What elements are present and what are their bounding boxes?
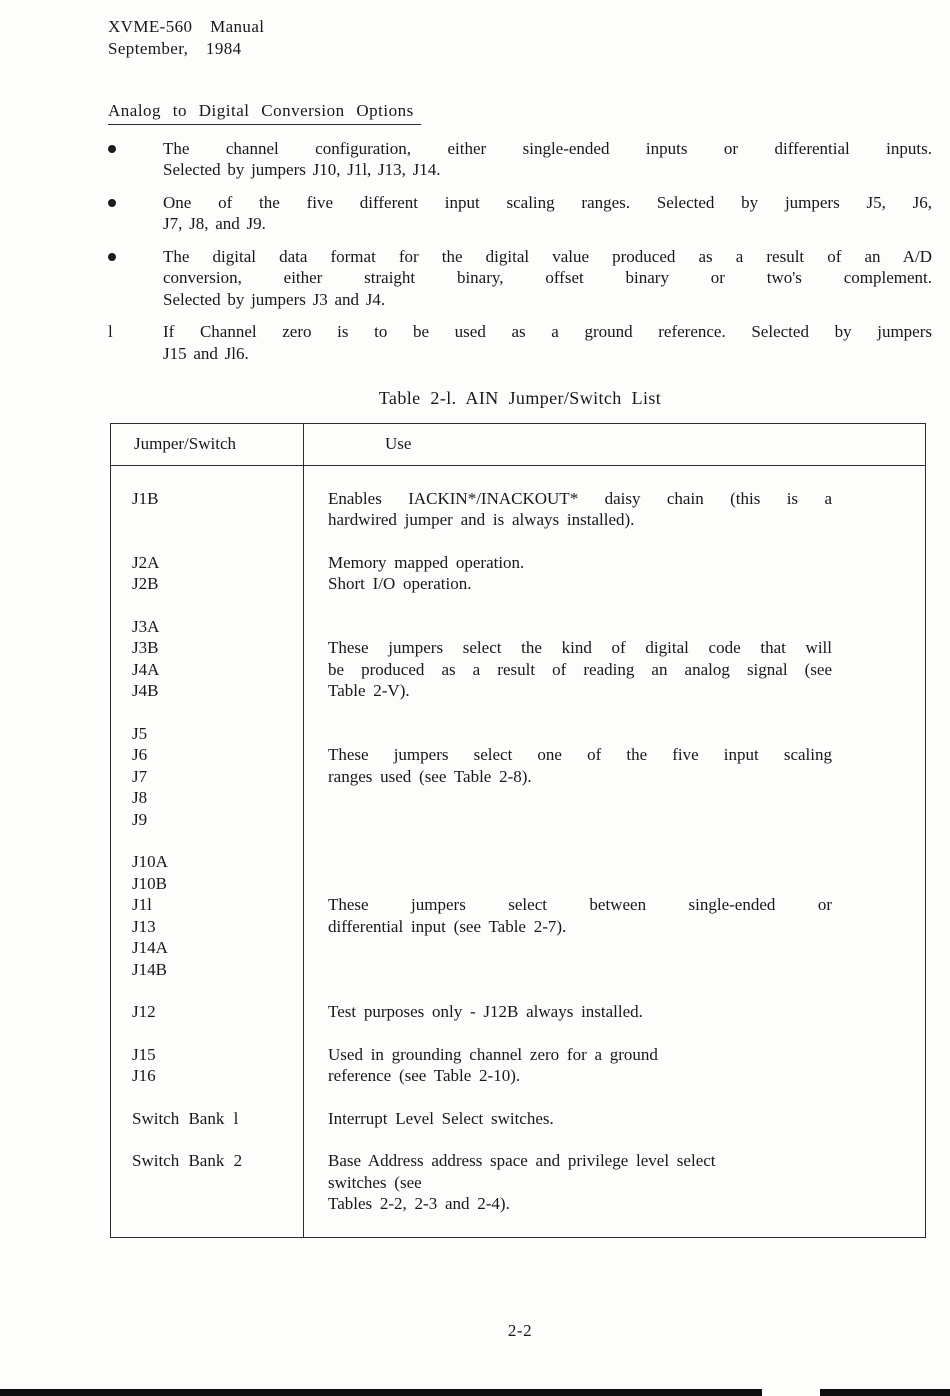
jumper-label: J12 [132, 1002, 156, 1021]
jumper-label: J1B [132, 488, 159, 508]
bullet-line: Selected by jumpers J3 and J4. [163, 289, 386, 309]
use-line: These jumpers select the kind of digital code that will [328, 638, 832, 657]
use-line: reference (see Table 2-10). [328, 1066, 521, 1085]
table-row [111, 1150, 925, 1215]
table-row [111, 552, 925, 595]
use-cell [303, 1108, 925, 1130]
jumper-label: J14A [132, 938, 168, 957]
jumper-label: J14B [132, 959, 167, 979]
use-cell [303, 1150, 925, 1215]
jumper-label: J10A [132, 852, 168, 871]
jumper-label: J15 [132, 1044, 156, 1064]
jumper-label: Switch Bank 2 [132, 1151, 243, 1170]
doc-header [108, 16, 932, 59]
bullet-line: J15 and Jl6. [163, 343, 249, 363]
jumper-switch-table [110, 423, 926, 1238]
jumper-label: J2B [132, 574, 159, 593]
table-header-row [111, 424, 925, 466]
use-line: ranges used (see Table 2-8). [328, 766, 532, 786]
use-cell [303, 552, 925, 595]
bullet-item [108, 246, 932, 311]
jumper-cell [111, 1044, 303, 1087]
use-line: switches (see [328, 1172, 422, 1192]
doc-date: September, 1984 [108, 38, 242, 58]
bullet-text [163, 246, 932, 311]
use-line: Base Address address space and privilege level select [328, 1151, 716, 1170]
table-row [111, 1108, 925, 1130]
jumper-label: J13 [132, 916, 156, 936]
scan-artifact-bar [0, 1389, 950, 1396]
use-line: These jumpers select one of the five input scaling [328, 745, 832, 764]
use-line: hardwired jumper and is always installed). [328, 510, 635, 529]
jumper-label: J8 [132, 788, 148, 807]
column-divider [303, 424, 304, 1237]
bullet-marker: l [108, 322, 113, 341]
jumper-cell [111, 1108, 303, 1130]
jumper-label: J1l [132, 895, 152, 914]
bullet-line: J7, J8, and J9. [163, 214, 266, 233]
use-line: Used in grounding channel zero for a ground [328, 1044, 658, 1064]
table-body [111, 466, 925, 1237]
bullet-icon [108, 253, 116, 261]
jumper-label: Switch Bank l [132, 1108, 239, 1128]
column-header-jumper-switch: Jumper/Switch [134, 434, 236, 454]
bullet-item [108, 138, 932, 181]
bullet-line: If Channel zero is to be used as a ground reference. Selected by jumpers [163, 322, 932, 341]
use-line: Test purposes only - J12B always installed. [328, 1002, 643, 1021]
use-line: Enables IACKIN*/INACKOUT* daisy chain (this is a [328, 488, 832, 508]
table-row [111, 488, 925, 531]
bullet-line: conversion, either straight binary, offset binary or two's complement. [163, 268, 932, 287]
column-header-use: Use [385, 434, 412, 454]
bullet-line: The digital data format for the digital value produced as a result of an A/D [163, 246, 932, 266]
table-row [111, 1001, 925, 1023]
use-cell [303, 723, 925, 831]
use-line: Table 2-V). [328, 681, 410, 700]
bullet-item [108, 321, 932, 364]
bullet-marker [108, 192, 163, 235]
bullet-list [108, 138, 932, 365]
bullet-line: Selected by jumpers J10, J1l, J13, J14. [163, 160, 441, 179]
jumper-label: J9 [132, 809, 148, 829]
use-cell [303, 488, 925, 531]
jumper-label: J6 [132, 745, 148, 764]
bullet-marker [108, 246, 163, 311]
table-title: Table 2-l. AIN Jumper/Switch List [378, 388, 662, 408]
section-heading-wrap [108, 100, 932, 125]
use-line: differential input (see Table 2-7). [328, 916, 567, 936]
jumper-cell [111, 1001, 303, 1023]
jumper-label: J10B [132, 873, 167, 893]
bullet-line: The channel configuration, either single-ended inputs or differential inputs. [163, 138, 932, 158]
bullet-icon [108, 199, 116, 207]
jumper-label: J4B [132, 681, 159, 700]
use-cell [303, 616, 925, 702]
jumper-label: J3B [132, 638, 159, 657]
jumper-label: J3A [132, 616, 160, 636]
use-line: Short I/O operation. [328, 574, 472, 593]
use-line: Interrupt Level Select switches. [328, 1108, 554, 1128]
jumper-cell [111, 616, 303, 702]
page-number: 2-2 [507, 1320, 533, 1340]
jumper-cell [111, 851, 303, 980]
table-row [111, 616, 925, 702]
jumper-label: J5 [132, 723, 148, 743]
bullet-text [163, 321, 932, 364]
bullet-text [163, 138, 932, 181]
jumper-cell [111, 1150, 303, 1215]
jumper-label: J2A [132, 552, 160, 572]
table-row [111, 1044, 925, 1087]
section-heading: Analog to Digital Conversion Options [108, 100, 421, 125]
bullet-icon [108, 145, 116, 153]
jumper-cell [111, 723, 303, 831]
use-cell [303, 1044, 925, 1087]
use-cell [303, 851, 925, 980]
jumper-label: J16 [132, 1066, 156, 1085]
jumper-label: J4A [132, 659, 160, 679]
doc-title: XVME-560 Manual [108, 17, 265, 36]
bullet-text [163, 192, 932, 235]
use-line: These jumpers select between single-ended or [328, 895, 832, 914]
use-line: Tables 2-2, 2-3 and 2-4). [328, 1194, 510, 1213]
jumper-cell [111, 552, 303, 595]
jumper-cell [111, 488, 303, 531]
table-row [111, 723, 925, 831]
jumper-label: J7 [132, 766, 148, 786]
bullet-line: One of the five different input scaling ranges. Selected by jumpers J5, J6, [163, 192, 932, 212]
use-line: Memory mapped operation. [328, 552, 525, 572]
bullet-item [108, 192, 932, 235]
use-cell [303, 1001, 925, 1023]
use-line: be produced as a result of reading an analog signal (see [328, 659, 832, 679]
table-row [111, 851, 925, 980]
bullet-marker [108, 138, 163, 181]
